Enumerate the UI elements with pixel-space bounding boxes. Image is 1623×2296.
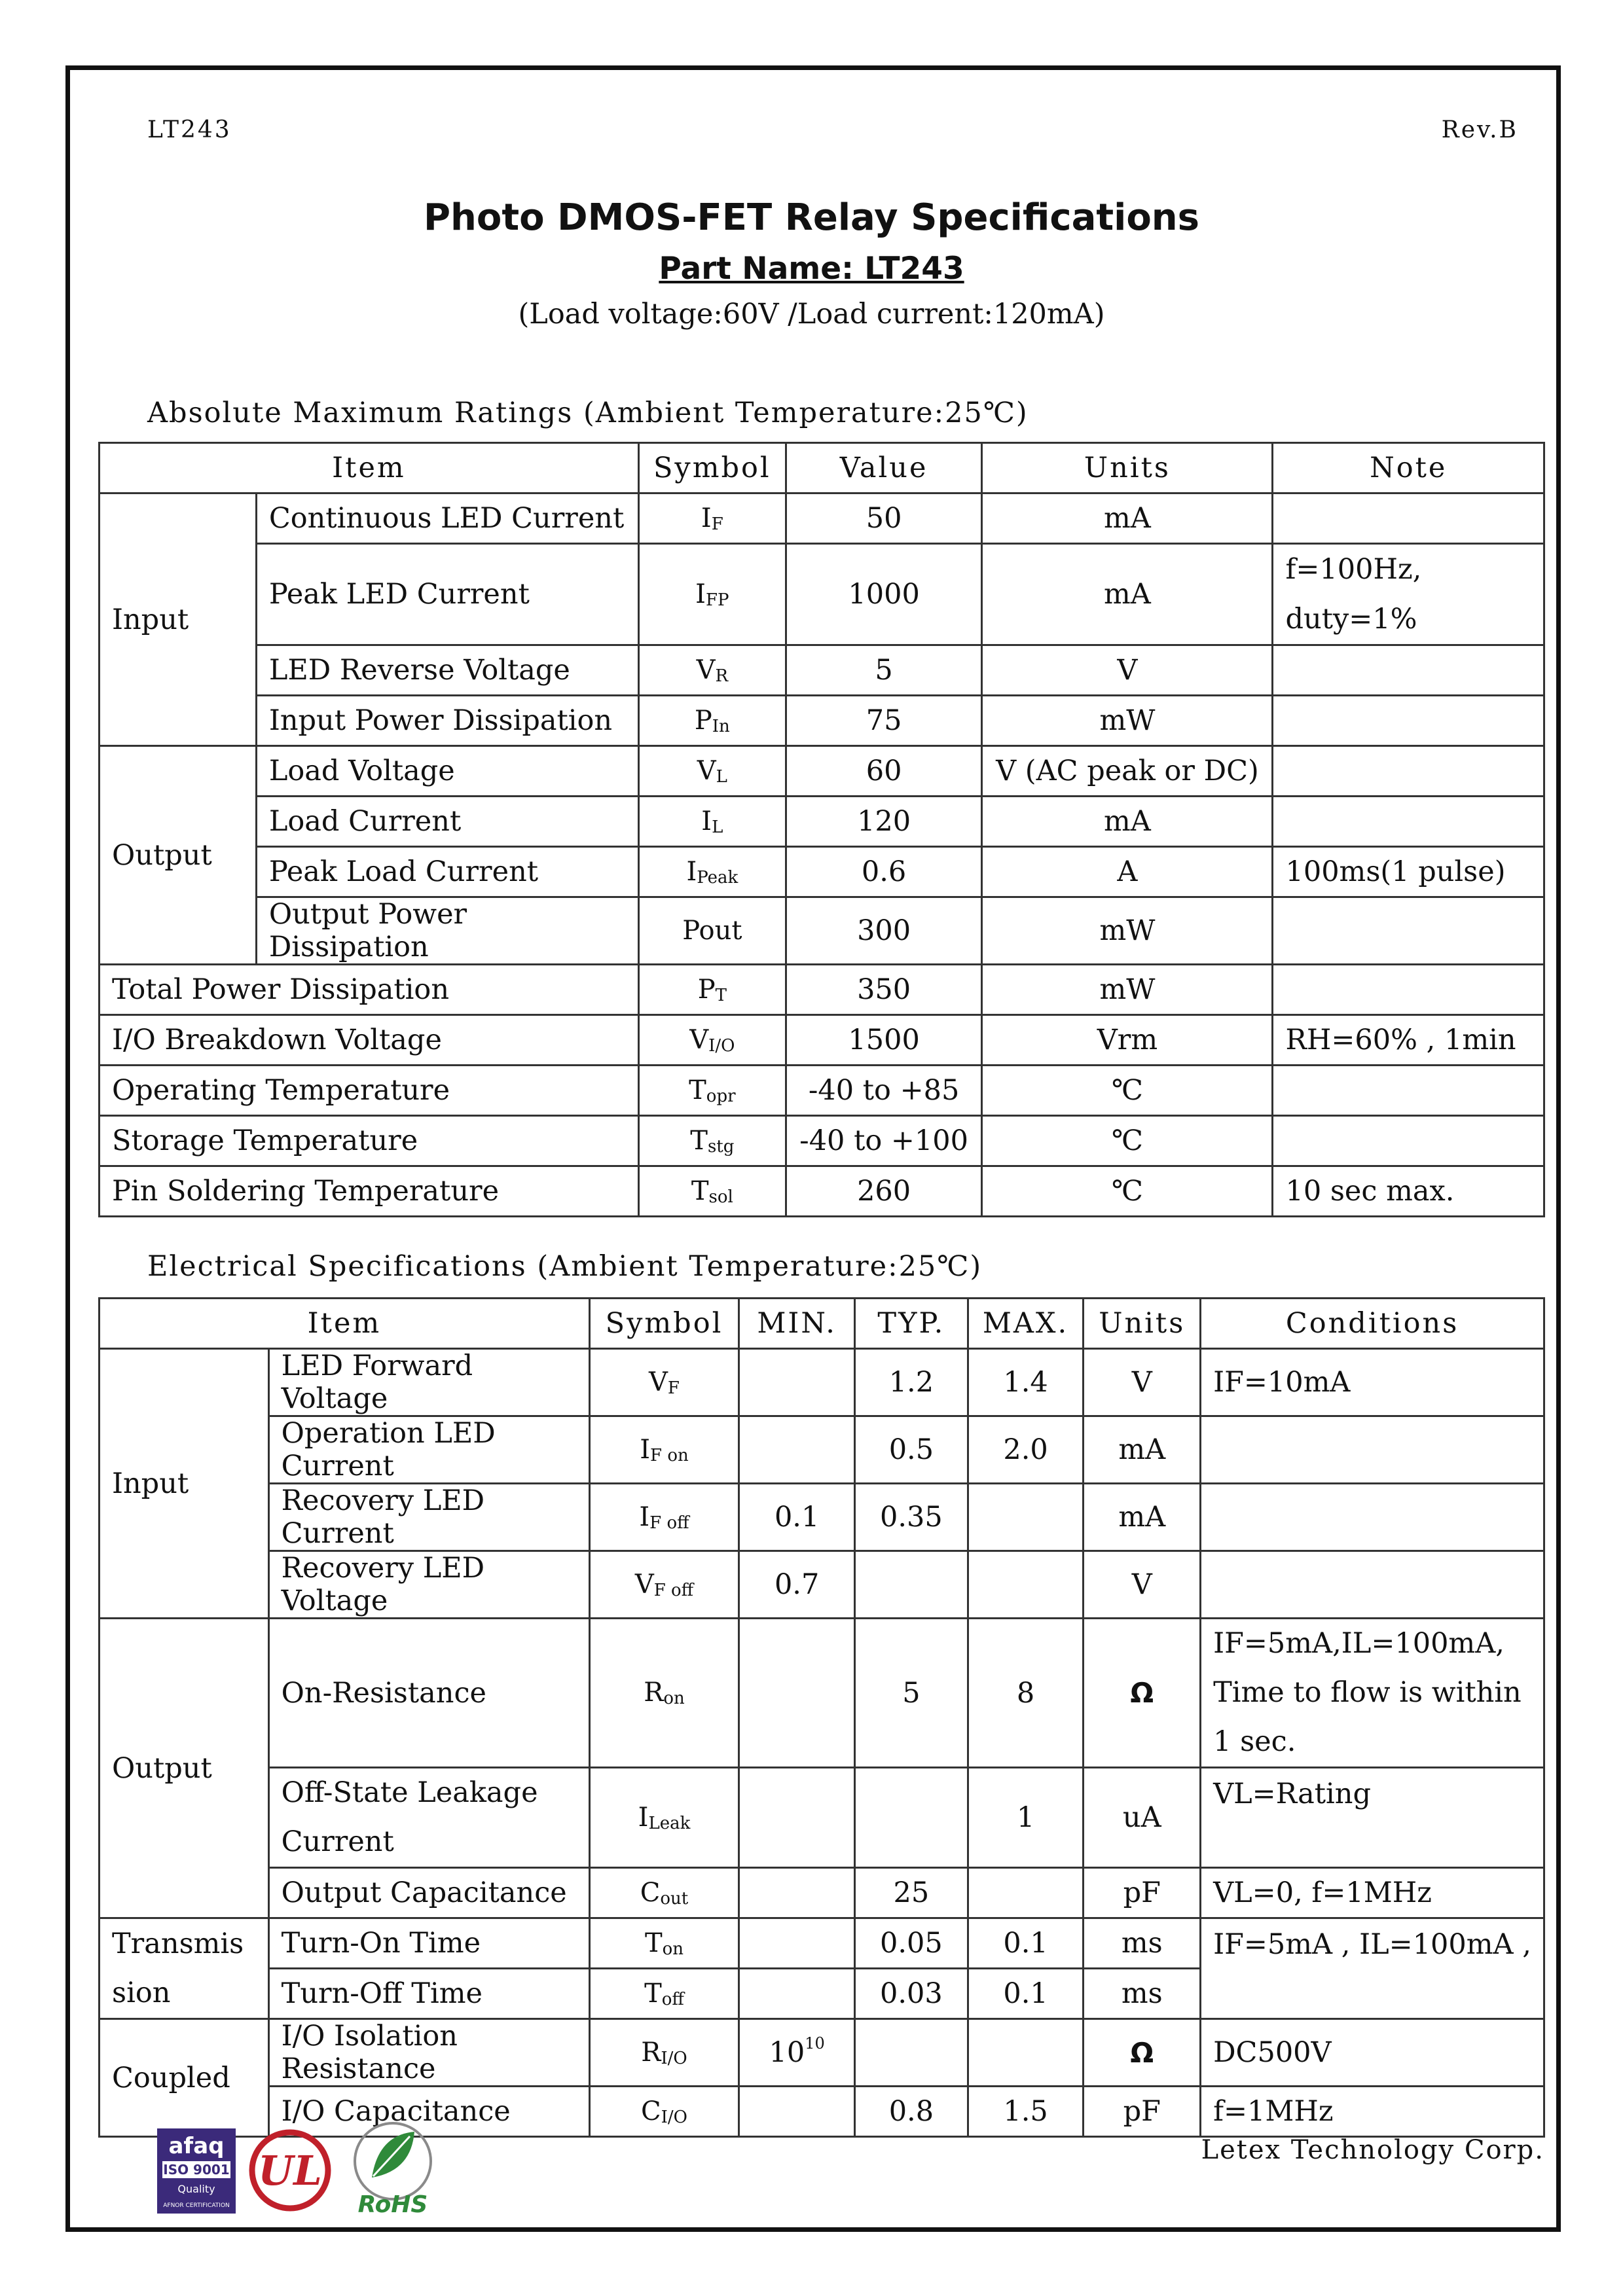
note-cell	[1273, 696, 1544, 746]
table-row	[100, 544, 1544, 645]
symbol-cell: $I_{FP}$	[638, 544, 786, 645]
item-cell: I/O Capacitance	[268, 2087, 589, 2137]
table-row	[100, 1868, 1544, 1918]
table-row	[100, 1484, 1544, 1551]
page-title: Photo DMOS-FET Relay Specifications	[424, 196, 1199, 239]
col-header-min: MIN.	[739, 1299, 855, 1349]
group-transmission: Transmis sion	[100, 1918, 269, 2019]
group-output: Output	[100, 1619, 269, 1918]
item-cell: Total Power Dissipation	[100, 965, 639, 1015]
item-cell: LED Reverse Voltage	[256, 645, 638, 696]
symbol-cell: $V_L$	[638, 746, 786, 797]
col-header-item: Item	[100, 1299, 590, 1349]
table-row	[100, 493, 1544, 544]
table-row	[100, 1619, 1544, 1768]
conditions-cell: IF=5mA,IL=100mA, Time to flow is within 1 sec.	[1201, 1619, 1544, 1768]
units-cell: ms	[1084, 1969, 1201, 2019]
units-cell: pF	[1084, 1868, 1201, 1918]
max-cell: 1	[968, 1768, 1084, 1868]
value-cell: -40 to +100	[786, 1116, 982, 1166]
item-cell: Peak Load Current	[256, 847, 638, 897]
value-cell: 120	[786, 797, 982, 847]
table-row	[100, 965, 1544, 1015]
item-cell: Recovery LED Voltage	[268, 1551, 589, 1619]
table-row	[100, 1349, 1544, 1416]
item-cell: Pin Soldering Temperature	[100, 1166, 639, 1217]
revision: Rev.B	[1441, 117, 1518, 143]
units-cell: mA	[982, 797, 1273, 847]
max-cell: 0.1	[968, 1969, 1084, 2019]
symbol-cell: $V_R$	[638, 645, 786, 696]
conditions-cell	[1201, 1551, 1544, 1619]
item-cell: Operating Temperature	[100, 1066, 639, 1116]
elec-spec-title: Electrical Specifications (Ambient Temperature:25℃)	[147, 1250, 983, 1283]
symbol-cell: $P_T$	[638, 965, 786, 1015]
note-cell	[1273, 897, 1544, 965]
value-cell: 5	[786, 645, 982, 696]
typ-cell: 0.8	[855, 2087, 968, 2137]
units-cell: mA	[982, 544, 1273, 645]
conditions-cell: IF=5mA , IL=100mA ,	[1201, 1918, 1544, 2019]
item-cell: On-Resistance	[268, 1619, 589, 1768]
typ-cell: 1.2	[855, 1349, 968, 1416]
min-cell	[739, 1619, 855, 1768]
symbol-cell: $I_{F off}$	[589, 1484, 739, 1551]
units-cell: V	[1084, 1349, 1201, 1416]
afaq-iso-9001-logo	[157, 2128, 236, 2214]
abs-max-title: Absolute Maximum Ratings (Ambient Temperature:25℃)	[147, 397, 1029, 429]
svg-text:Quality: Quality	[177, 2183, 215, 2195]
group-output: Output	[100, 746, 257, 965]
units-cell: mA	[1084, 1416, 1201, 1484]
table-row	[100, 797, 1544, 847]
typ-cell: 0.35	[855, 1484, 968, 1551]
units-cell: mW	[982, 696, 1273, 746]
item-cell: I/O Breakdown Voltage	[100, 1015, 639, 1066]
col-header-item: Item	[100, 443, 639, 493]
note-cell	[1273, 493, 1544, 544]
min-cell: 0.7	[739, 1551, 855, 1619]
rohs-leaf-logo	[355, 2123, 431, 2218]
table-header-row	[100, 1299, 1544, 1349]
max-cell: 1.4	[968, 1349, 1084, 1416]
col-header-max: MAX.	[968, 1299, 1084, 1349]
value-cell: -40 to +85	[786, 1066, 982, 1116]
item-cell: LED Forward Voltage	[268, 1349, 589, 1416]
company-name: Letex Technology Corp.	[1201, 2135, 1544, 2165]
conditions-cell: DC500V	[1201, 2019, 1544, 2087]
units-cell: Ω	[1084, 1619, 1201, 1768]
certification-logos	[156, 2115, 444, 2220]
max-cell: 2.0	[968, 1416, 1084, 1484]
units-cell: ms	[1084, 1918, 1201, 1969]
value-cell: 0.6	[786, 847, 982, 897]
min-cell	[739, 2087, 855, 2137]
symbol-cell: $I_F$	[638, 493, 786, 544]
value-cell: 50	[786, 493, 982, 544]
symbol-cell: $C_{out}$	[589, 1868, 739, 1918]
item-cell: Load Voltage	[256, 746, 638, 797]
conditions-cell	[1201, 1416, 1544, 1484]
max-cell	[968, 2019, 1084, 2087]
units-cell: mA	[1084, 1484, 1201, 1551]
units-cell: V	[982, 645, 1273, 696]
item-cell: Input Power Dissipation	[256, 696, 638, 746]
value-cell: 60	[786, 746, 982, 797]
conditions-cell	[1201, 1484, 1544, 1551]
table-row	[100, 1166, 1544, 1217]
conditions-cell: VL=Rating	[1201, 1768, 1544, 1868]
symbol-cell: $T_{off}$	[589, 1969, 739, 2019]
note-cell	[1273, 797, 1544, 847]
typ-cell: 5	[855, 1619, 968, 1768]
elec-spec-table	[98, 1297, 1545, 2138]
load-subtitle: (Load voltage:60V /Load current:120mA)	[518, 298, 1105, 331]
table-header-row	[100, 443, 1544, 493]
item-cell: Continuous LED Current	[256, 493, 638, 544]
units-cell: mW	[982, 965, 1273, 1015]
table-row	[100, 645, 1544, 696]
doc-id: LT243	[147, 117, 232, 143]
typ-cell: 25	[855, 1868, 968, 1918]
table-row	[100, 1768, 1544, 1868]
col-header-units: Units	[1084, 1299, 1201, 1349]
note-cell: 10 sec max.	[1273, 1166, 1544, 1217]
svg-text:UL: UL	[258, 2147, 322, 2195]
units-cell: mW	[982, 897, 1273, 965]
note-cell	[1273, 965, 1544, 1015]
max-cell: 0.1	[968, 1918, 1084, 1969]
item-cell: Output Power Dissipation	[256, 897, 638, 965]
col-header-note: Note	[1273, 443, 1544, 493]
symbol-cell: $I_{Peak}$	[638, 847, 786, 897]
item-cell: Storage Temperature	[100, 1116, 639, 1166]
svg-text:ISO 9001: ISO 9001	[163, 2162, 230, 2178]
svg-text:afaq: afaq	[168, 2133, 225, 2159]
symbol-cell: $T_{opr}$	[638, 1066, 786, 1116]
typ-cell: 0.05	[855, 1918, 968, 1969]
note-cell	[1273, 1066, 1544, 1116]
note-cell: RH=60% , 1min	[1273, 1015, 1544, 1066]
typ-cell: 0.5	[855, 1416, 968, 1484]
max-cell	[968, 1551, 1084, 1619]
min-cell: $10^{10}$	[739, 2019, 855, 2087]
item-cell: Off-State Leakage Current	[268, 1768, 589, 1868]
symbol-cell: $V_{I/O}$	[638, 1015, 786, 1066]
item-cell: Peak LED Current	[256, 544, 638, 645]
part-name: Part Name: LT243	[659, 251, 964, 287]
item-cell: I/O Isolation Resistance	[268, 2019, 589, 2087]
note-cell	[1273, 746, 1544, 797]
units-cell: ℃	[982, 1166, 1273, 1217]
units-cell: pF	[1084, 2087, 1201, 2137]
min-cell	[739, 1918, 855, 1969]
value-cell: 260	[786, 1166, 982, 1217]
svg-text:RoHS: RoHS	[357, 2191, 428, 2218]
typ-cell	[855, 1551, 968, 1619]
conditions-cell: VL=0, f=1MHz	[1201, 1868, 1544, 1918]
typ-cell	[855, 2019, 968, 2087]
note-cell: f=100Hz, duty=1%	[1273, 544, 1544, 645]
units-cell: Vrm	[982, 1015, 1273, 1066]
col-header-symbol: Symbol	[589, 1299, 739, 1349]
symbol-cell: $C_{I/O}$	[589, 2087, 739, 2137]
item-cell: Recovery LED Current	[268, 1484, 589, 1551]
typ-cell: 0.03	[855, 1969, 968, 2019]
symbol-cell: $V_{F off}$	[589, 1551, 739, 1619]
symbol-cell: $I_{F on}$	[589, 1416, 739, 1484]
conditions-cell: IF=10mA	[1201, 1349, 1544, 1416]
col-header-value: Value	[786, 443, 982, 493]
group-coupled: Coupled	[100, 2019, 269, 2137]
table-row	[100, 696, 1544, 746]
min-cell	[739, 1868, 855, 1918]
table-row	[100, 1918, 1544, 1969]
symbol-cell: $R_{on}$	[589, 1619, 739, 1768]
units-cell: V (AC peak or DC)	[982, 746, 1273, 797]
table-row	[100, 1015, 1544, 1066]
min-cell: 0.1	[739, 1484, 855, 1551]
symbol-cell: $P_{In}$	[638, 696, 786, 746]
min-cell	[739, 1969, 855, 2019]
units-cell: uA	[1084, 1768, 1201, 1868]
item-cell: Turn-On Time	[268, 1918, 589, 1969]
units-cell: ℃	[982, 1116, 1273, 1166]
symbol-cell: $T_{on}$	[589, 1918, 739, 1969]
symbol-cell: $T_{stg}$	[638, 1116, 786, 1166]
max-cell: 1.5	[968, 2087, 1084, 2137]
symbol-cell: $I_{Leak}$	[589, 1768, 739, 1868]
symbol-cell: $I_L$	[638, 797, 786, 847]
symbol-cell: Pout	[638, 897, 786, 965]
symbol-cell: $V_F$	[589, 1349, 739, 1416]
units-cell: A	[982, 847, 1273, 897]
table-row	[100, 1416, 1544, 1484]
value-cell: 1500	[786, 1015, 982, 1066]
table-row	[100, 2019, 1544, 2087]
conditions-cell: f=1MHz	[1201, 2087, 1544, 2137]
item-cell: Operation LED Current	[268, 1416, 589, 1484]
note-cell	[1273, 645, 1544, 696]
item-cell: Output Capacitance	[268, 1868, 589, 1918]
typ-cell	[855, 1768, 968, 1868]
value-cell: 1000	[786, 544, 982, 645]
col-header-typ: TYP.	[855, 1299, 968, 1349]
table-row	[100, 897, 1544, 965]
ul-logo	[252, 2132, 328, 2208]
min-cell	[739, 1416, 855, 1484]
col-header-units: Units	[982, 443, 1273, 493]
abs-max-table	[98, 442, 1545, 1217]
item-cell: Load Current	[256, 797, 638, 847]
units-cell: ℃	[982, 1066, 1273, 1116]
col-header-symbol: Symbol	[638, 443, 786, 493]
note-cell: 100ms(1 pulse)	[1273, 847, 1544, 897]
table-row	[100, 847, 1544, 897]
max-cell	[968, 1868, 1084, 1918]
table-row	[100, 1551, 1544, 1619]
symbol-cell: $T_{sol}$	[638, 1166, 786, 1217]
units-cell: V	[1084, 1551, 1201, 1619]
min-cell	[739, 1768, 855, 1868]
group-input: Input	[100, 493, 257, 746]
units-cell: mA	[982, 493, 1273, 544]
max-cell	[968, 1484, 1084, 1551]
min-cell	[739, 1349, 855, 1416]
table-row	[100, 1066, 1544, 1116]
max-cell: 8	[968, 1619, 1084, 1768]
units-cell: Ω	[1084, 2019, 1201, 2087]
group-input: Input	[100, 1349, 269, 1619]
symbol-cell: $R_{I/O}$	[589, 2019, 739, 2087]
svg-text:AFNOR CERTIFICATION: AFNOR CERTIFICATION	[163, 2202, 230, 2209]
value-cell: 350	[786, 965, 982, 1015]
table-row	[100, 1116, 1544, 1166]
value-cell: 75	[786, 696, 982, 746]
value-cell: 300	[786, 897, 982, 965]
col-header-conditions: Conditions	[1201, 1299, 1544, 1349]
table-row	[100, 746, 1544, 797]
item-cell: Turn-Off Time	[268, 1969, 589, 2019]
note-cell	[1273, 1116, 1544, 1166]
